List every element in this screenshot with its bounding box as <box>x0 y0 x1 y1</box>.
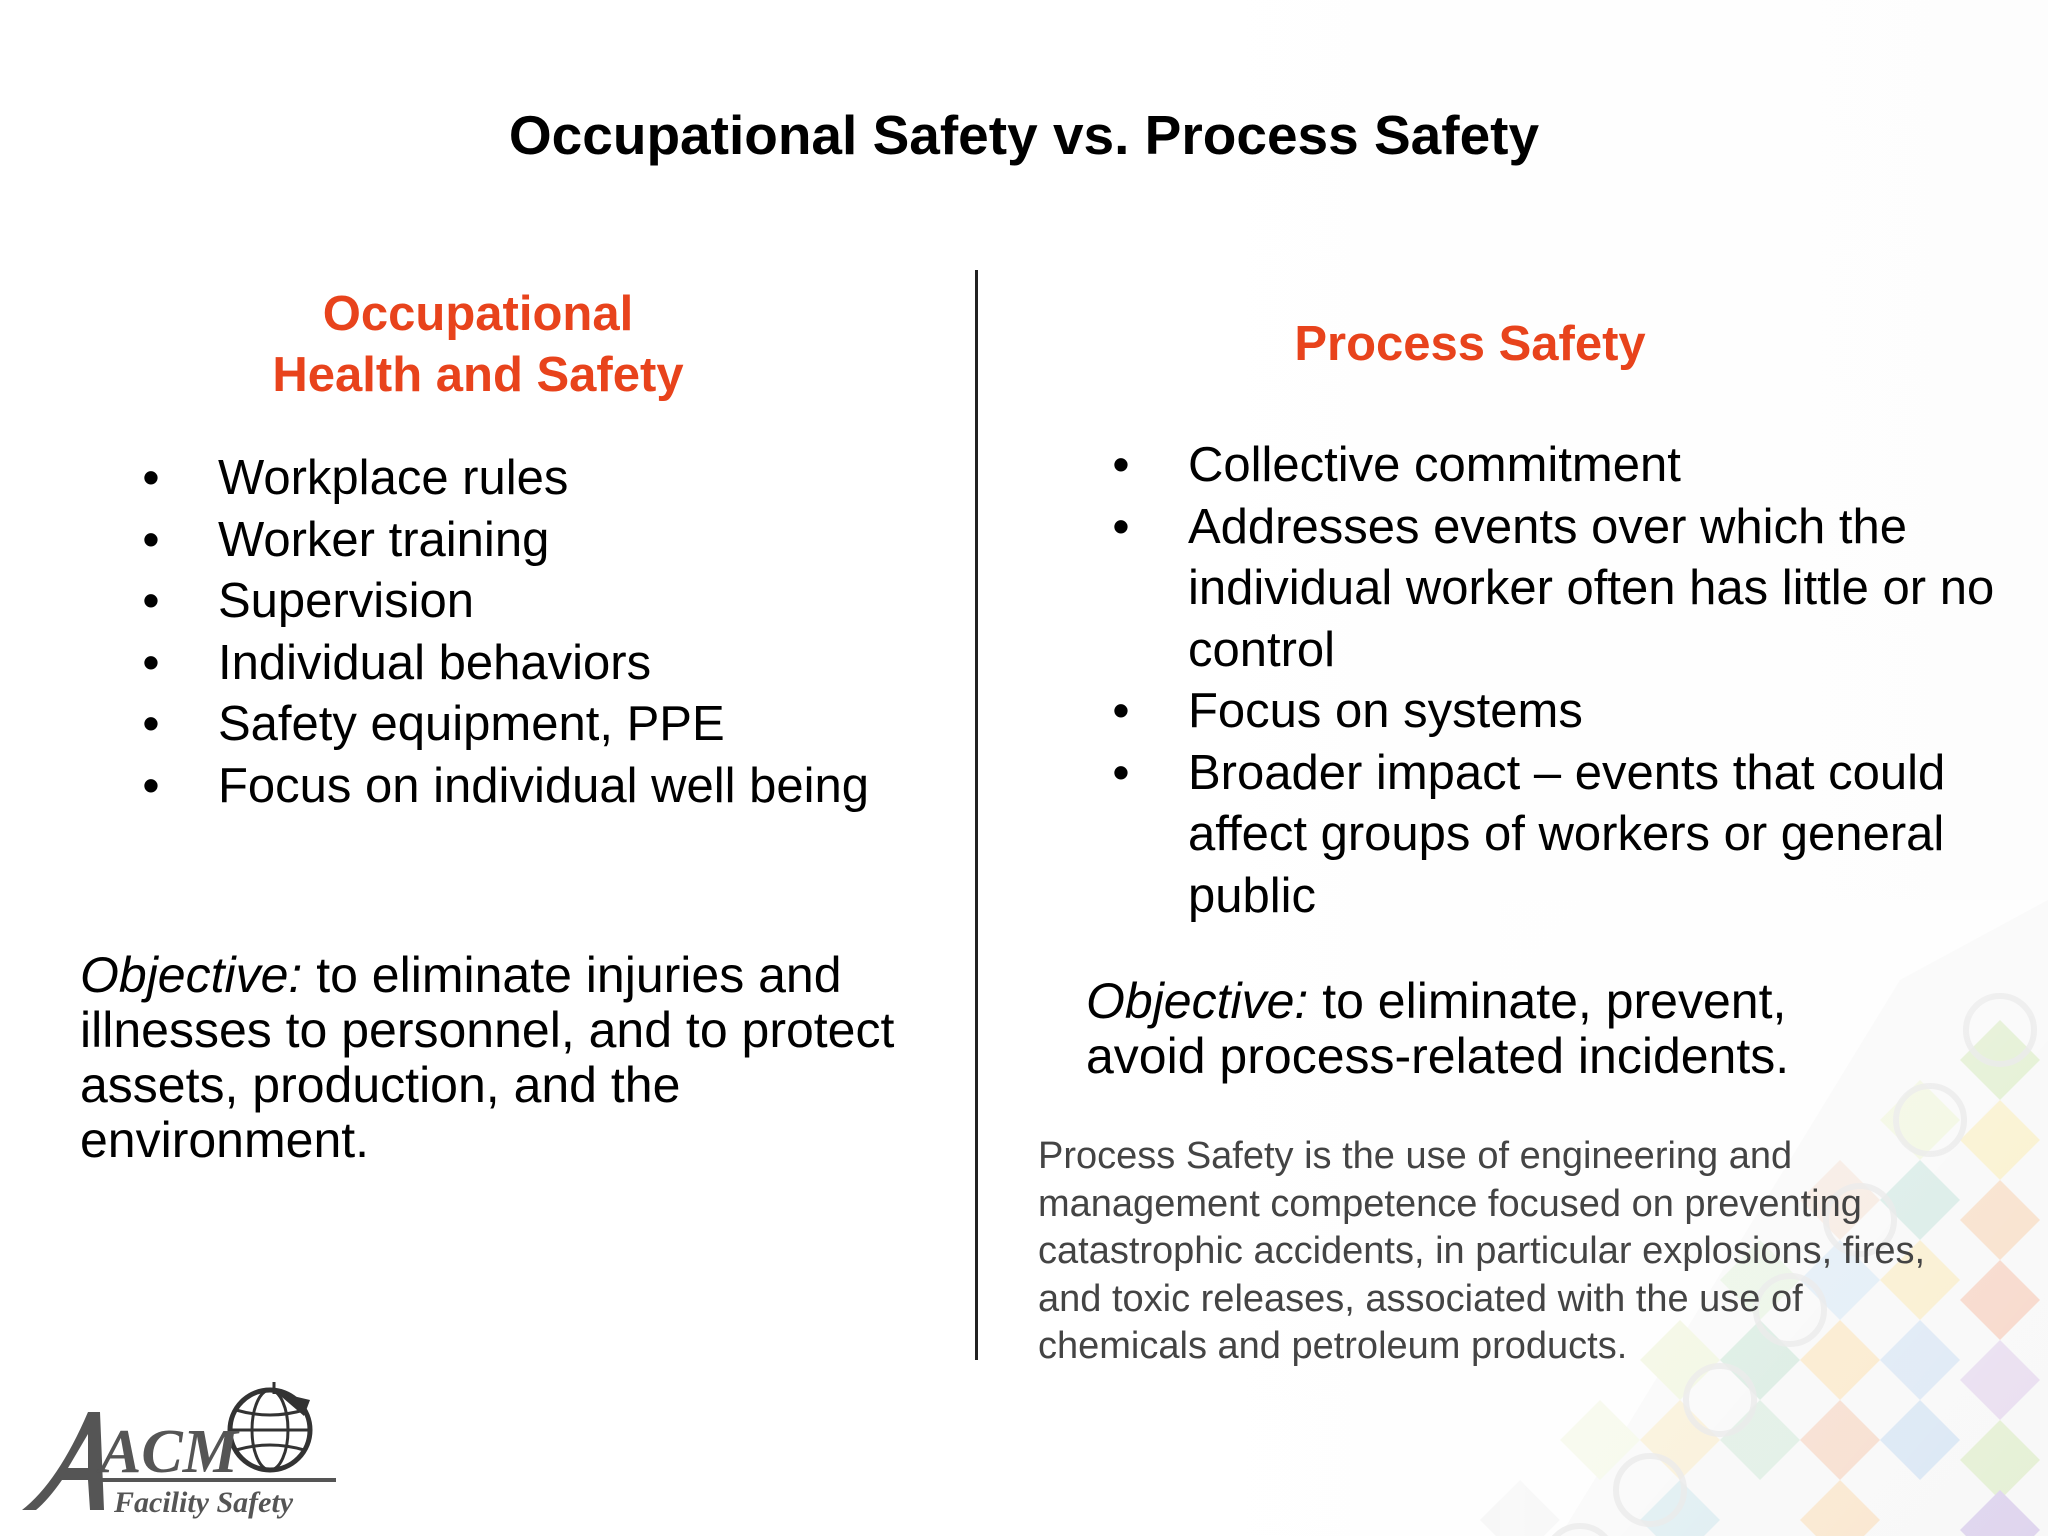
bullet-text: Focus on systems <box>1188 684 1583 738</box>
process-safety-definition: Process Safety is the use of engineering and management competence focused on preventing catastrophic accidents, in particular explosions, fires, and toxic releases, associated with the use of chemicals and petroleum products. <box>1038 1135 1926 1367</box>
bullet-text: Individual behaviors <box>218 635 652 690</box>
bullet-icon: • <box>1112 684 1130 738</box>
slide-title: Occupational Safety vs. Process Safety <box>508 104 1540 166</box>
bullet-icon: • <box>142 512 160 567</box>
bullet-icon: • <box>142 635 160 690</box>
list-item <box>1106 435 1986 497</box>
bullet-icon: • <box>142 574 160 628</box>
objective-text: to eliminate, prevent, avoid process-related incidents. <box>1086 973 1790 1084</box>
logo-brand-text: ACM <box>100 1418 238 1486</box>
left-column-heading <box>180 284 776 406</box>
bullet-text: Worker training <box>218 512 550 567</box>
right-column-heading: Process Safety <box>1294 317 1646 371</box>
bullet-text: Safety equipment, PPE <box>218 697 725 751</box>
left-heading-line2: Health and Safety <box>272 348 684 402</box>
bullet-text: Workplace rules <box>218 451 569 505</box>
list-item <box>136 756 936 818</box>
bullet-icon: • <box>142 697 160 751</box>
objective-label: Objective: <box>80 947 303 1003</box>
list-item <box>1106 497 2048 682</box>
left-bullet-list <box>136 448 936 817</box>
objective-label: Objective: <box>1086 973 1309 1029</box>
bullet-text: Collective commitment <box>1188 438 1681 492</box>
bullet-icon: • <box>1112 438 1130 492</box>
list-item <box>136 694 936 756</box>
right-objective <box>1086 974 1846 1084</box>
acm-logo <box>18 1372 338 1522</box>
logo-tagline-text: Facility Safety <box>114 1486 294 1519</box>
left-objective <box>80 948 940 1168</box>
bullet-icon: • <box>1112 745 1130 800</box>
column-divider <box>975 270 978 1360</box>
list-item <box>1106 743 2048 928</box>
objective-text: to eliminate injuries and illnesses to personnel, and to protect assets, production, and the environment. <box>80 947 895 1168</box>
list-item <box>1106 681 1986 743</box>
list-item <box>136 633 936 695</box>
globe-icon <box>230 1382 310 1470</box>
bullet-text: Supervision <box>218 574 475 628</box>
right-bullet-list <box>1106 435 1995 927</box>
bullet-text: Focus on individual well being <box>218 758 869 813</box>
list-item <box>136 448 936 510</box>
list-item <box>136 510 936 572</box>
bullet-text: Broader impact – events that could affect groups of workers or general public <box>1188 745 1946 923</box>
left-heading-line1: Occupational <box>322 287 634 341</box>
bullet-icon: • <box>1112 499 1130 554</box>
list-item <box>136 571 936 633</box>
bullet-icon: • <box>142 758 160 813</box>
bullet-text: Addresses events over which the individual worker often has little or no control <box>1188 499 1995 677</box>
bullet-icon: • <box>142 451 160 505</box>
